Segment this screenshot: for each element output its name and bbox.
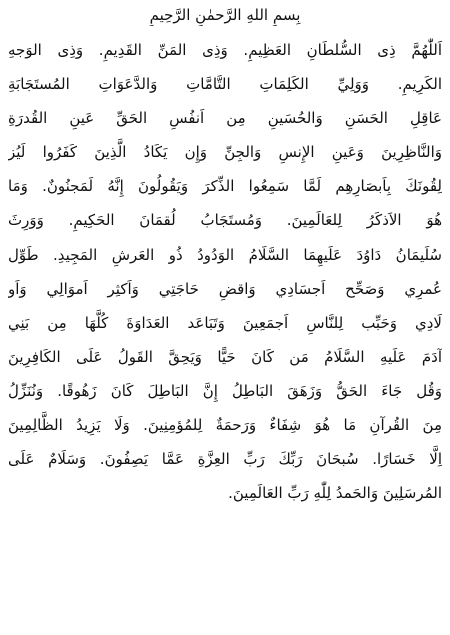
text-line: سُلَيمَانُ دَاوُدَ عَلَيهِمَا السَّلَامُ الوَدُودُ ذُو العَرشِ المَجِيدِ. طَوِّل [8,245,442,264]
text-line: اَللّٰهُمَّ ذِى السُّلطَانِ العَظِيمِ. وَذِى المَنِّ القَدِيمِ. وَذِى الوَجهِ [8,41,442,59]
text-line: الكَرِيمِ. وَوَلِيِّ الكَلِمَاتِ التَّامَّاتِ وَالدَّعَوَاتِ المُستَجَابَةِ [8,75,442,94]
basmala-heading: بِسمِ اللهِ الرَّحمٰنِ الرَّحِيمِ [149,6,301,24]
text-line: وَالنَّاظِرِينَ وَعَينِ الإِنسِ وَالجِنِّ وَإِن يَكَادُ الَّذِينَ كَفَرُوا لَيُز [8,143,442,162]
text-line: لِقُونَكَ بِاَبصَارِهِم لَمَّا سَمِعُوا الذِّكرَ وَيَقُولُونَ إِنَّهُ لَمَجنُونٌ. وَمَا [8,177,442,196]
text-line: وَقُل جَاءَ الحَقُّ وَزَهَقَ البَاطِلُ إِنَّ البَاطِلَ كَانَ زَهُوقًا. وَنُنَزِّلُ [8,381,442,400]
text-line: اِلَّا خَسَارًا. سُبحَانَ رَبِّكَ رَبِّ العِزَّةِ عَمَّا يَصِفُونَ. وَسَلَامٌ عَلَى [8,450,442,469]
text-line: عَاقِلِ الحَسَنِ وَالحُسَينِ مِن اَنفُسِ الحَقِّ عَينِ القُدرَةِ [8,109,442,128]
text-line: لَادِي وَحَبِّب لِلنَّاسِ اَجمَعِينَ وَتَبَاعَد العَدَاوَةَ كُلَّهَا مِن بَنِي [8,313,442,332]
text-line: هُوَ الاَذكَرُ لِلعَالَمِينَ. وَمُستَجَابُ لُقمَانَ الحَكِيمِ. وَوَرِثَ [8,211,442,230]
text-line: المُرسَلِينَ وَالحَمدُ لِلّٰهِ رَبِّ العَالَمِينَ. [228,484,442,503]
prayer-text [8,33,442,510]
text-line: آدَمَ عَلَيهِ السَّلَامُ مَن كَانَ حَيًّا وَيَحِقَّ القَولُ عَلَى الكَافِرِينَ [8,347,442,366]
text-line: عُمرِي وَصَحِّح اَجسَادِي وَاقضِ حَاجَتِي وَاَكثِر اَموَالِي وَاَو [8,279,442,298]
text-line: مِنَ القُرآنِ مَا هُوَ شِفَاءٌ وَرَحمَةٌ لِلمُؤمِنِينَ. وَلَا يَزِيدُ الظَّالِمِينَ [8,416,442,435]
